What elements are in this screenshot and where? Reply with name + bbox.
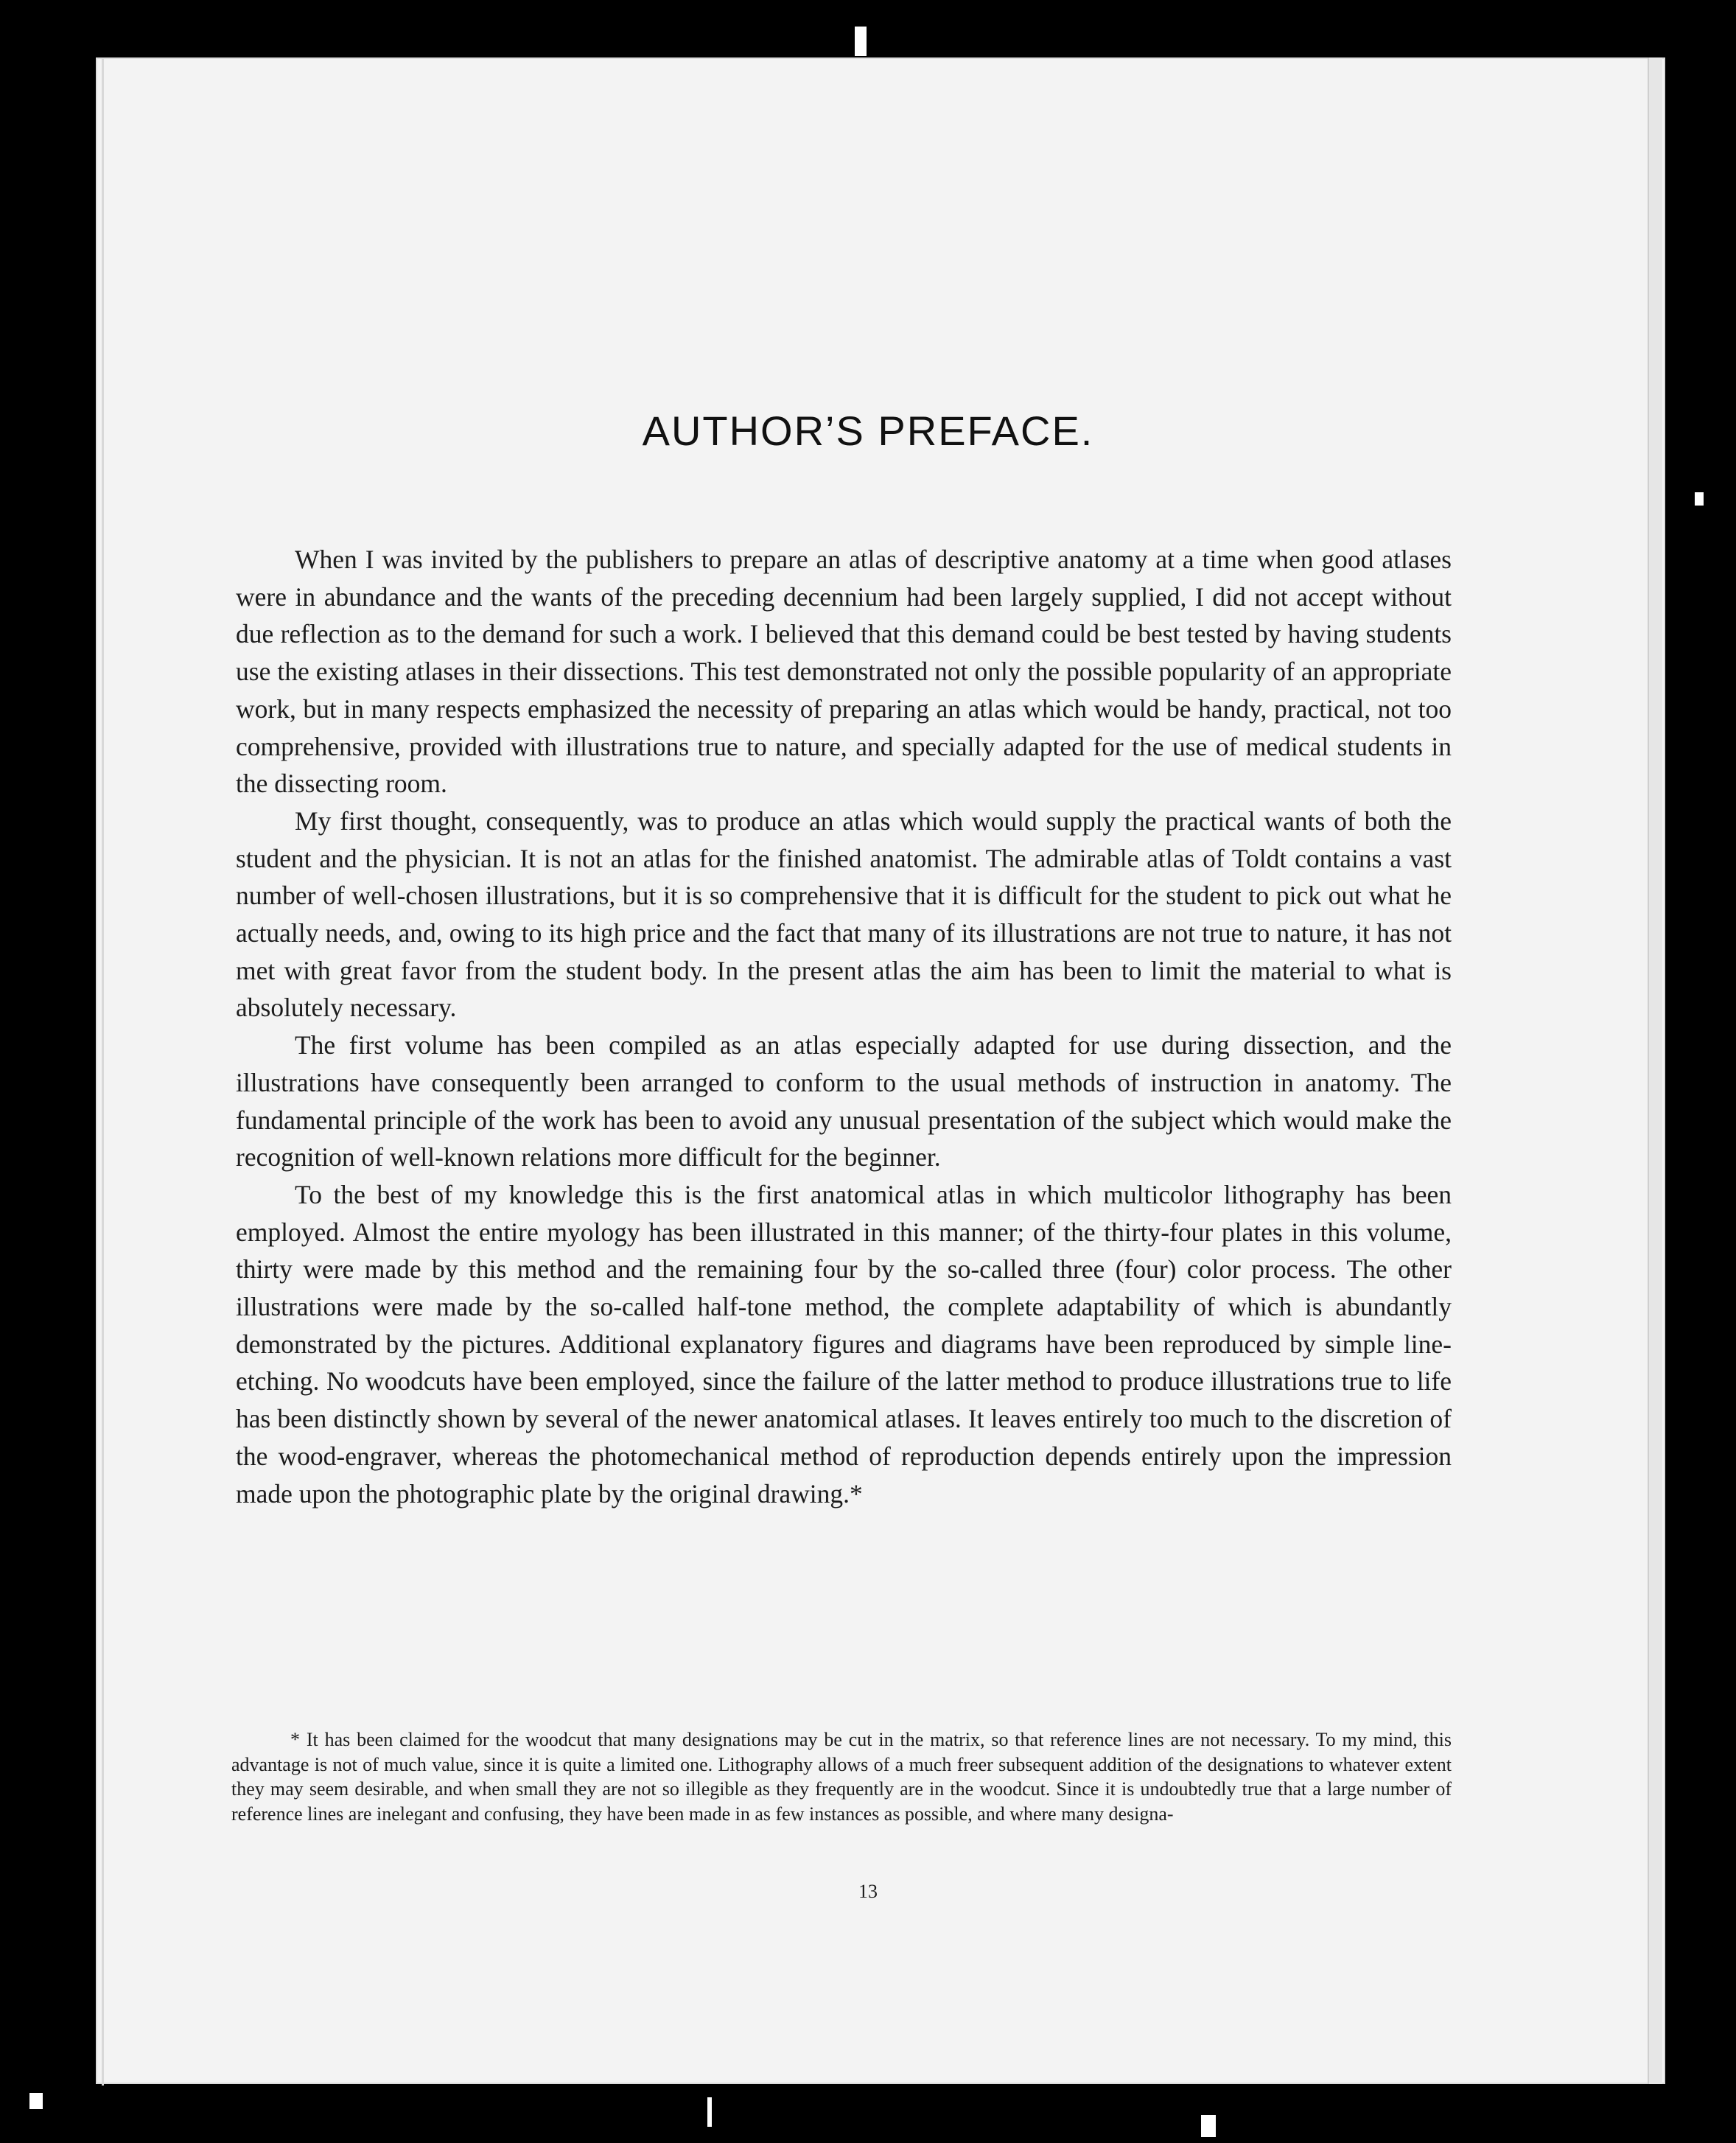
preface-paragraph: The first volume has been compiled as an atlas especially adapted for use during dissection, and the illustrations have consequently been arranged to conform to the usual methods of instruction in anatomy. The fundamental principle of the work has been to avoid any unusual presentation of the subject which would make the recognition of well-known relations more difficult for the beginner. [236,1030,1452,1172]
scan-speck [707,2097,712,2127]
preface-paragraph: My first thought, consequently, was to produce an atlas which would supply the practical wants of both the student and the physician. It is not an atlas for the finished anatomist. The admirable atlas of Toldt contains a vast number of well-chosen illustrations, but it is so comprehensive that it is difficult for the student to pick out what he actually needs, and, owing to its high price and the fact that many of its illustrations are not true to nature, it has not met with great favor from the student body. In the present atlas the aim has been to limit the material to what is absolutely necessary. [236,805,1452,1023]
scan-speck [1201,2115,1216,2137]
preface-paragraph: To the best of my knowledge this is the first anatomical atlas in which multicolor lithography has been employed. Almost the entire myology has been illustrated in this manner; of the thirty-four plates in this volume, thirty were made by this method and the remaining four by the so-called three (four) color process. The other illustrations were made by the so-called half-tone method, the complete adaptability of which is abundantly demonstrated by the pictures. Additional explanatory figures and diagrams have been reproduced by simple line-etching. No woodcuts have been employed, since the failure of the latter method to produce illustrations true to life has been distinctly shown by several of the newer anatomical atlases. It leaves entirely too much to the discretion of the wood-engraver, whereas the photomechanical method of reproduction depends entirely upon the impression made upon the photographic plate by the original drawing.* [236,1179,1452,1509]
scan-speck [855,27,867,56]
preface-body [236,541,1452,1512]
page-gutter-edge [102,59,104,2086]
footnote: * It has been claimed for the woodcut that many designations may be cut in the matrix, so that reference lines are not necessary. To my mind, this advantage is not of much value, since it is quite a limited one. Lithography allows of a much freer subsequent addition of the designations to whatever extent they may seem desirable, and when small they are not so illegible as they frequently are in the woodcut. Since it is undoubtedly true that a large number of reference lines are inelegant and confusing, they have been made in as few instances as possible, and where many designa- [231,1729,1452,1825]
page-number: 13 [858,1881,878,1902]
page-right-edge [1648,57,1662,2084]
page-title: AUTHOR’S PREFACE. [642,408,1094,454]
scan-speck [29,2093,43,2109]
preface-paragraph: When I was invited by the publishers to prepare an atlas of descriptive anatomy at a time when good atlases were in abundance and the wants of the preceding decennium had been largely supplied, I did not accept without due reflection as to the demand for such a work. I believed that this demand could be best tested by having students use the existing atlases in their dissections. This test demonstrated not only the possible popularity of an appropriate work, but in many respects emphasized the necessity of preparing an atlas which would be handy, practical, not too comprehensive, provided with illustrations true to nature, and specially adapted for the use of medical students in the dissecting room. [236,545,1452,799]
scan-speck [1695,492,1704,506]
